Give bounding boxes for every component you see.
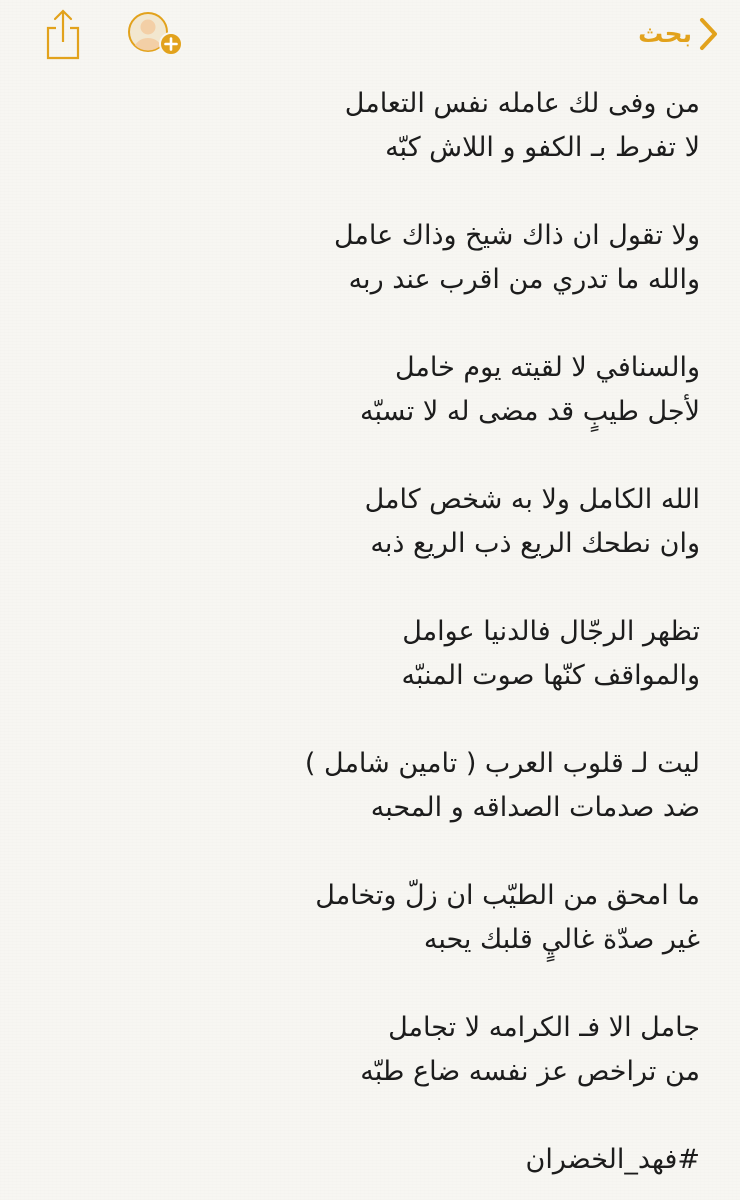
- note-toolbar: [0, 0, 740, 70]
- poem-line: والسنافي لا لقيته يوم خامل: [394, 352, 700, 383]
- poem-line: والله ما تدري من اقرب عند ربه: [348, 264, 700, 295]
- blank-line: [40, 302, 700, 346]
- poem-line: من وفى لك عامله نفس التعامل: [344, 88, 700, 119]
- blank-line: [40, 434, 700, 478]
- blank-line: [40, 1094, 700, 1138]
- chevron-left-icon: [698, 17, 718, 51]
- share-button[interactable]: [40, 6, 86, 62]
- blank-line: [40, 962, 700, 1006]
- add-people-button[interactable]: [124, 8, 190, 60]
- blank-line: [40, 566, 700, 610]
- poem-line: تظهر الرجّال فالدنيا عوامل: [402, 616, 700, 647]
- poem-line: جامل الا فـ الكرامه لا تجامل: [388, 1012, 700, 1043]
- poem-line: ضد صدمات الصداقه و المحبه: [370, 792, 700, 823]
- poem-line: ما امحق من الطيّب ان زلّ وتخامل: [315, 880, 700, 911]
- poem-line: ليت لـ قلوب العرب ( تامين شامل ): [304, 748, 700, 779]
- back-button[interactable]: [638, 12, 718, 56]
- blank-line: [40, 170, 700, 214]
- poem-line: ولا تقول ان ذاك شيخ وذاك عامل: [333, 220, 700, 251]
- poem-line: وان نطحك الريع ذب الريع ذبه: [370, 528, 700, 559]
- note-text-body[interactable]: [40, 82, 700, 1182]
- hashtag-signature: #فهد_الخضران: [525, 1144, 700, 1175]
- poem-line: لأجل طيبٍ قد مضى له لا تسبّه: [360, 396, 700, 427]
- poem-line: من تراخص عز نفسه ضاع طبّه: [360, 1056, 700, 1087]
- blank-line: [40, 698, 700, 742]
- poem-line: غير صدّة غاليٍ قلبك يحبه: [423, 924, 700, 955]
- poem-line: والمواقف كنّها صوت المنبّه: [401, 660, 700, 691]
- poem-line: لا تفرط بـ الكفو و اللاش كبّه: [385, 132, 700, 163]
- add-person-icon: [124, 8, 190, 60]
- back-button-label: بحث: [638, 19, 692, 48]
- share-icon: [40, 6, 86, 62]
- poem-line: الله الكامل ولا به شخص كامل: [364, 484, 700, 515]
- blank-line: [40, 830, 700, 874]
